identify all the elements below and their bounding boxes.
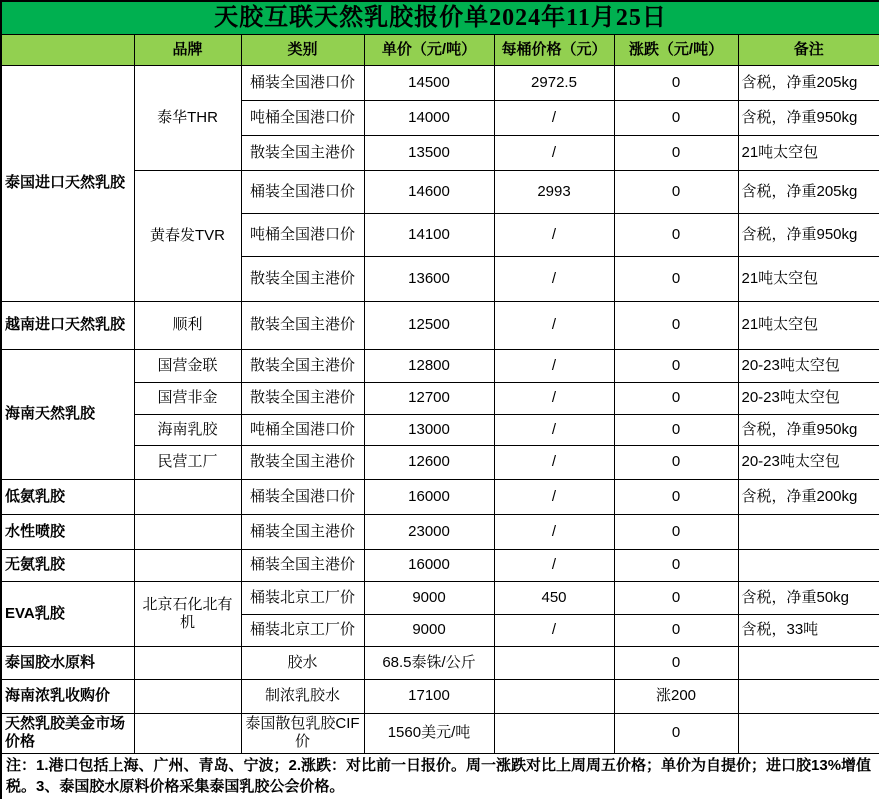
table-row <box>1 349 879 382</box>
num-cell: 12800 <box>364 349 494 382</box>
category-cell: 低氨乳胶 <box>1 479 134 514</box>
note-cell: 20-23吨太空包 <box>738 349 879 382</box>
brand-cell <box>134 479 241 514</box>
num-cell: 0 <box>614 713 738 753</box>
num-cell: 0 <box>614 646 738 679</box>
footnote-text: 注：1.港口包括上海、广州、青岛、宁波；2.涨跌：对比前一日报价。周一涨跌对比上周周五价格；单价为自提价；进口胶13%增值税。3、泰国胶水原料价格采集泰国乳胶公会价格。 <box>1 753 879 799</box>
num-cell: 0 <box>614 479 738 514</box>
note-cell: 含税，净重950kg <box>738 213 879 256</box>
table-row <box>1 646 879 679</box>
num-cell: 13500 <box>364 135 494 170</box>
table-row <box>1 479 879 514</box>
brand-cell: 海南乳胶 <box>134 414 241 445</box>
table-head <box>1 1 879 65</box>
brand-cell <box>134 514 241 549</box>
category-cell: 无氨乳胶 <box>1 549 134 581</box>
title-row <box>1 1 879 34</box>
category-cell: 水性喷胶 <box>1 514 134 549</box>
num-cell: 2972.5 <box>494 65 614 100</box>
num-cell: / <box>494 445 614 479</box>
kind-cell: 桶装全国主港价 <box>241 514 364 549</box>
header-row <box>1 34 879 65</box>
header-cell-note: 备注 <box>738 34 879 65</box>
table-row <box>1 514 879 549</box>
category-cell: 泰国胶水原料 <box>1 646 134 679</box>
note-cell: 含税，净重205kg <box>738 65 879 100</box>
num-cell: 9000 <box>364 614 494 646</box>
num-cell: / <box>494 349 614 382</box>
num-cell: 13600 <box>364 256 494 301</box>
kind-cell: 散装全国主港价 <box>241 301 364 349</box>
brand-cell: 北京石化北有机 <box>134 581 241 646</box>
num-cell: / <box>494 382 614 414</box>
num-cell: 17100 <box>364 679 494 713</box>
note-cell: 含税，净重205kg <box>738 170 879 213</box>
note-cell: 含税，净重950kg <box>738 100 879 135</box>
note-cell: 含税，净重50kg <box>738 581 879 614</box>
header-cell-barrel-price: 每桶价格（元） <box>494 34 614 65</box>
num-cell: 0 <box>614 213 738 256</box>
footnote-row <box>1 753 879 799</box>
num-cell: 12700 <box>364 382 494 414</box>
num-cell: 0 <box>614 65 738 100</box>
kind-cell: 泰国散包乳胶CIF价 <box>241 713 364 753</box>
table-foot <box>1 753 879 799</box>
price-table-body <box>1 65 879 753</box>
kind-cell: 桶装全国港口价 <box>241 65 364 100</box>
header-cell-change: 涨跌（元/吨） <box>614 34 738 65</box>
num-cell: 14100 <box>364 213 494 256</box>
num-cell: 12600 <box>364 445 494 479</box>
page-title: 天胶互联天然乳胶报价单2024年11月25日 <box>1 1 879 34</box>
header-cell-kind: 类别 <box>241 34 364 65</box>
header-cell-category <box>1 34 134 65</box>
num-cell: 14500 <box>364 65 494 100</box>
note-cell: 含税，净重950kg <box>738 414 879 445</box>
num-cell: / <box>494 213 614 256</box>
num-cell <box>494 679 614 713</box>
num-cell: / <box>494 414 614 445</box>
table-row <box>1 679 879 713</box>
brand-cell: 顺利 <box>134 301 241 349</box>
note-cell <box>738 646 879 679</box>
kind-cell: 桶装全国港口价 <box>241 479 364 514</box>
kind-cell: 散装全国主港价 <box>241 135 364 170</box>
table-row <box>1 549 879 581</box>
num-cell: 0 <box>614 349 738 382</box>
kind-cell: 散装全国主港价 <box>241 349 364 382</box>
num-cell: 2993 <box>494 170 614 213</box>
note-cell <box>738 549 879 581</box>
note-cell <box>738 679 879 713</box>
note-cell <box>738 713 879 753</box>
num-cell: 12500 <box>364 301 494 349</box>
num-cell: 16000 <box>364 479 494 514</box>
table-row <box>1 581 879 614</box>
kind-cell: 桶装北京工厂价 <box>241 581 364 614</box>
num-cell: / <box>494 100 614 135</box>
kind-cell: 吨桶全国港口价 <box>241 100 364 135</box>
num-cell: 0 <box>614 256 738 301</box>
kind-cell: 桶装全国港口价 <box>241 170 364 213</box>
brand-cell: 国营金联 <box>134 349 241 382</box>
category-cell: 天然乳胶美金市场价格 <box>1 713 134 753</box>
num-cell: 涨200 <box>614 679 738 713</box>
num-cell: / <box>494 135 614 170</box>
num-cell <box>494 713 614 753</box>
category-cell: EVA乳胶 <box>1 581 134 646</box>
num-cell: 0 <box>614 414 738 445</box>
num-cell: 23000 <box>364 514 494 549</box>
num-cell: 0 <box>614 614 738 646</box>
note-cell: 含税，净重200kg <box>738 479 879 514</box>
brand-cell <box>134 713 241 753</box>
kind-cell: 制浓乳胶水 <box>241 679 364 713</box>
category-cell: 海南浓乳收购价 <box>1 679 134 713</box>
num-cell: / <box>494 614 614 646</box>
kind-cell: 散装全国主港价 <box>241 445 364 479</box>
num-cell: / <box>494 549 614 581</box>
num-cell: / <box>494 256 614 301</box>
kind-cell: 桶装北京工厂价 <box>241 614 364 646</box>
num-cell: 0 <box>614 549 738 581</box>
num-cell: 0 <box>614 445 738 479</box>
num-cell: 0 <box>614 135 738 170</box>
num-cell: 0 <box>614 581 738 614</box>
category-cell: 泰国进口天然乳胶 <box>1 65 134 301</box>
num-cell: 68.5泰铢/公斤 <box>364 646 494 679</box>
num-cell: 450 <box>494 581 614 614</box>
note-cell <box>738 514 879 549</box>
brand-cell: 国营非金 <box>134 382 241 414</box>
brand-cell: 民营工厂 <box>134 445 241 479</box>
note-cell: 20-23吨太空包 <box>738 382 879 414</box>
kind-cell: 吨桶全国港口价 <box>241 213 364 256</box>
kind-cell: 吨桶全国港口价 <box>241 414 364 445</box>
num-cell: 9000 <box>364 581 494 614</box>
kind-cell: 胶水 <box>241 646 364 679</box>
note-cell: 21吨太空包 <box>738 135 879 170</box>
kind-cell: 桶装全国主港价 <box>241 549 364 581</box>
num-cell: 0 <box>614 514 738 549</box>
note-cell: 21吨太空包 <box>738 301 879 349</box>
num-cell: / <box>494 479 614 514</box>
note-cell: 20-23吨太空包 <box>738 445 879 479</box>
brand-cell <box>134 679 241 713</box>
category-cell: 越南进口天然乳胶 <box>1 301 134 349</box>
note-cell: 21吨太空包 <box>738 256 879 301</box>
num-cell: 0 <box>614 301 738 349</box>
kind-cell: 散装全国主港价 <box>241 256 364 301</box>
header-cell-brand: 品牌 <box>134 34 241 65</box>
header-cell-unit-price: 单价（元/吨） <box>364 34 494 65</box>
num-cell: 0 <box>614 382 738 414</box>
table-row <box>1 301 879 349</box>
brand-cell <box>134 646 241 679</box>
num-cell: 13000 <box>364 414 494 445</box>
num-cell: 14600 <box>364 170 494 213</box>
note-cell: 含税，33吨 <box>738 614 879 646</box>
num-cell: / <box>494 301 614 349</box>
num-cell <box>494 646 614 679</box>
brand-cell <box>134 549 241 581</box>
kind-cell: 散装全国主港价 <box>241 382 364 414</box>
num-cell: 1560美元/吨 <box>364 713 494 753</box>
brand-cell: 黄春发TVR <box>134 170 241 301</box>
num-cell: 0 <box>614 100 738 135</box>
table-row <box>1 713 879 753</box>
num-cell: 14000 <box>364 100 494 135</box>
brand-cell: 泰华THR <box>134 65 241 170</box>
category-cell: 海南天然乳胶 <box>1 349 134 479</box>
table-row <box>1 65 879 100</box>
num-cell: 0 <box>614 170 738 213</box>
num-cell: 16000 <box>364 549 494 581</box>
num-cell: / <box>494 514 614 549</box>
